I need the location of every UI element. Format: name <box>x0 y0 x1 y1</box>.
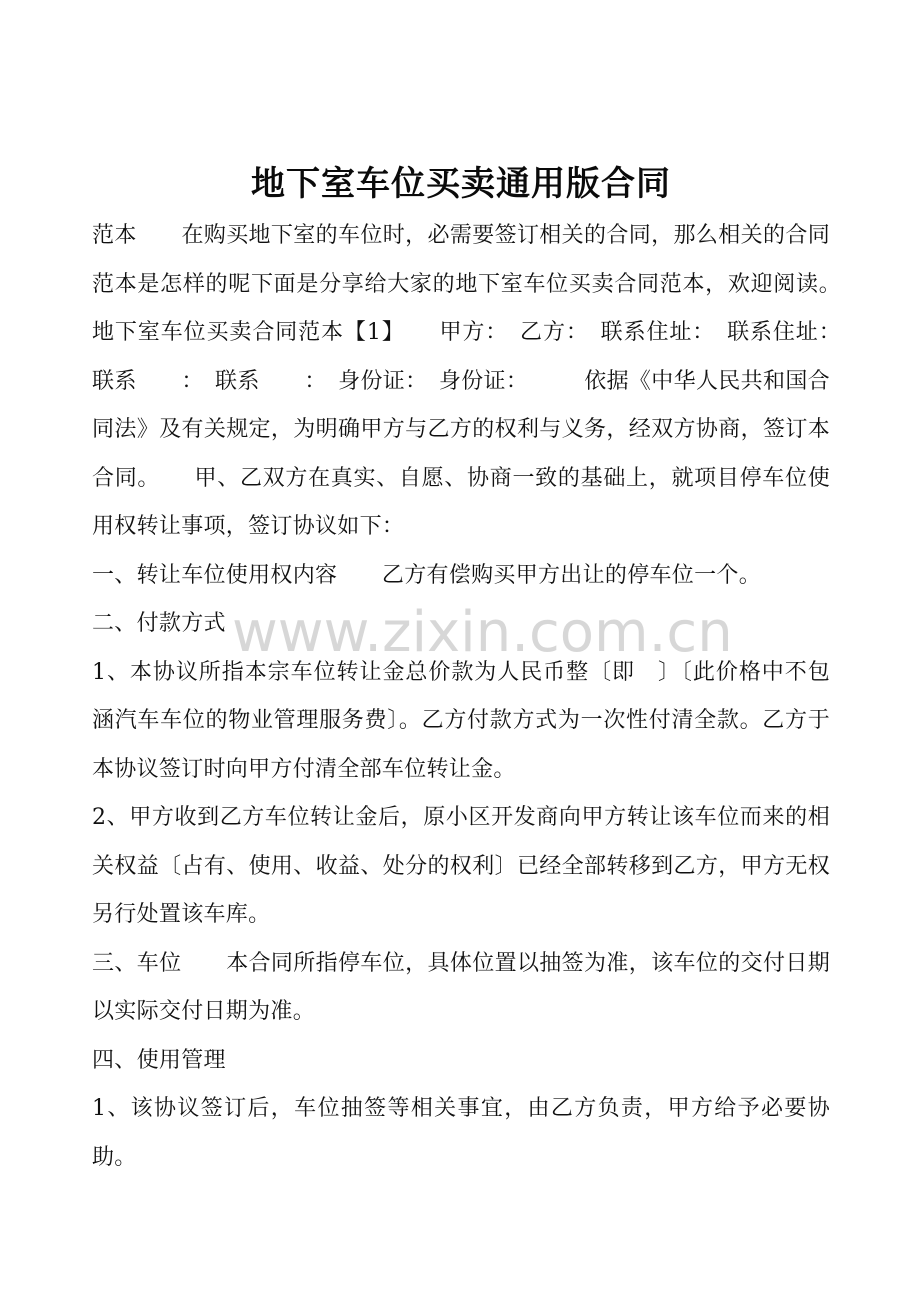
document-page <box>92 160 875 1182</box>
section-2-heading: 二、付款方式 <box>92 611 226 636</box>
section-1-transfer-content: 一、转让车位使用权内容 乙方有偿购买甲方出让的停车位一个。 <box>92 562 762 588</box>
section-4-clause-1: 1、该协议签订后，车位抽签等相关事宜，由乙方负责，甲方给予必要协助。 <box>92 1096 830 1170</box>
section-3-parking-space: 三、车位 本合同所指停车位，具体位置以抽签为准，该车位的交付日期以实际交付日期为准。 <box>92 950 830 1024</box>
section-2-clause-1: 1、本协议所指本宗车位转让金总价款为人民币整〔即 〕〔此价格中不包涵汽车车位的物业管理服务费〕。乙方付款方式为一次性付清全款。乙方于本协议签订时向甲方付清全部车位转让金。 <box>92 659 830 782</box>
document-title: 地下室车位买卖通用版合同 <box>251 164 671 204</box>
watermark-text: www.zixin.com.cn <box>232 600 733 665</box>
section-4-heading: 四、使用管理 <box>92 1047 226 1073</box>
intro-paragraph: 范本 在购买地下室的车位时，必需要签订相关的合同，那么相关的合同范本是怎样的呢下面是分享给大家的地下室车位买卖合同范本，欢迎阅读。 地下室车位买卖合同范本【1】 甲方： 乙方： 联系住址： 联系住址： 联系 ： 联系 ： 身份证： 身份证： 依据《中华人民共和国合同法》及有关规定，为明确甲方与乙方的权利与义务，经双方协商，签订本合同。 甲、乙双方在真实、自愿、协商一致的基础上，就项目停车位使用权转让事项，签订协议如下： <box>92 223 875 539</box>
section-2-clause-2: 2、甲方收到乙方车位转让金后，原小区开发商向甲方转让该车位而来的相关权益〔占有、使用、收益、处分的权利〕已经全部转移到乙方，甲方无权另行处置该车库。 <box>92 805 830 927</box>
